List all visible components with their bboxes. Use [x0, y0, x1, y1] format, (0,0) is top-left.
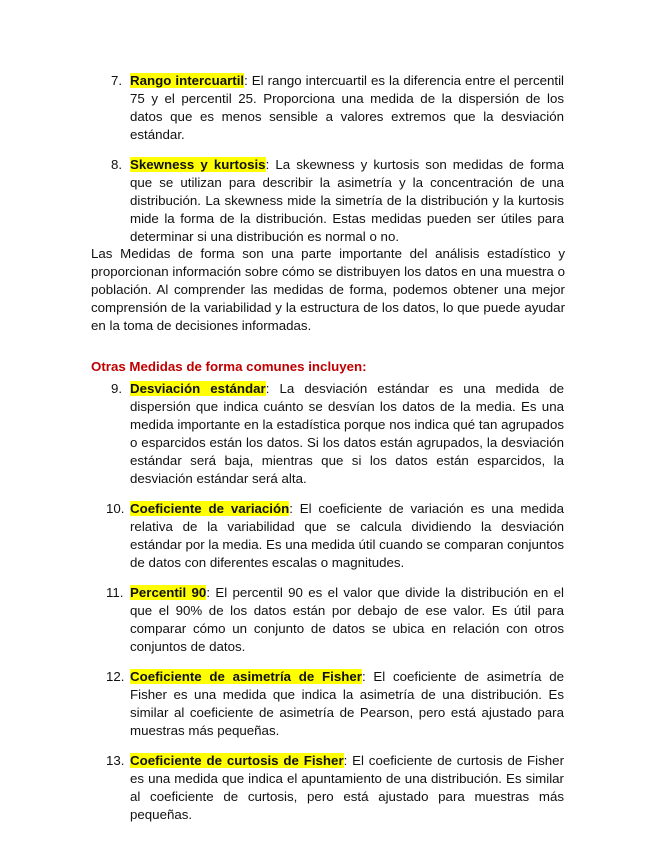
list-item [0, 752, 655, 824]
item-text: : El coeficiente de curtosis de Fisher es una medida que indica el apuntamiento de una distribución. Es similar al coeficiente de curtosis, pero está ajustado para muestras más pequeñas. [130, 753, 564, 822]
body-paragraph: Las Medidas de forma son una parte importante del análisis estadístico y proporcionan información sobre cómo se distribuyen los datos en una muestra o población. Al comprender las medidas de forma, podemos obtener una mejor comprensión de la variabilidad y la estructura de los datos, lo que puede ayudar en la toma de decisiones informadas. [91, 246, 565, 333]
item-number: 11. [106, 585, 124, 600]
measures-list-part2 [0, 380, 655, 824]
item-term-highlight: Coeficiente de asimetría de Fisher [130, 669, 362, 684]
item-number: 9. [111, 381, 123, 396]
item-text: : El rango intercuartil es la diferencia entre el percentil 75 y el percentil 25. Proporciona una medida de la dispersión de los datos que es menos sensible a valores extremos que la desviación estándar. [130, 73, 564, 142]
item-term-highlight: Skewness y kurtosis [130, 157, 266, 172]
item-body [130, 752, 564, 824]
list-item [0, 156, 655, 246]
item-term-highlight: Coeficiente de variación [130, 501, 290, 516]
item-number: 12. [106, 669, 125, 684]
item-number: 7. [111, 73, 123, 88]
item-number: 8. [111, 157, 123, 172]
list-item [0, 668, 655, 740]
list-item [0, 72, 655, 144]
item-term-highlight: Rango intercuartil [130, 73, 245, 88]
list-item [0, 380, 655, 488]
item-body [130, 500, 564, 572]
item-text: : El coeficiente de variación es una medida relativa de la variabilidad que se calcula dividiendo la desviación estándar por la media. Es una medida útil cuando se comparan conjuntos de datos con diferentes escalas o magnitudes. [130, 501, 565, 570]
item-body [130, 72, 564, 144]
item-number: 13. [106, 753, 125, 768]
item-text: : El coeficiente de asimetría de Fisher es una medida que indica la asimetría de una distribución. Es similar al coeficiente de asimetría de Pearson, pero está ajustado para muestras más pequeñas. [130, 669, 564, 738]
item-text: : La skewness y kurtosis son medidas de forma que se utilizan para describir la asimetría y la concentración de una distribución. La skewness mide la simetría de la distribución y la kurtosis mide la forma de la distribución. Estas medidas pueden ser útiles para determinar si una distribución es normal o no. [130, 157, 565, 244]
item-body [130, 584, 564, 656]
item-body [130, 380, 564, 488]
item-number: 10. [106, 501, 125, 516]
item-text: : El percentil 90 es el valor que divide la distribución en el que el 90% de los datos están por debajo de ese valor. Es útil para comparar cómo un conjunto de datos se ubica en relación con otros conjuntos de datos. [130, 585, 564, 654]
section-heading: Otras Medidas de forma comunes incluyen: [91, 359, 367, 374]
list-item [0, 584, 655, 656]
item-body [130, 668, 564, 740]
measures-list-part1 [0, 72, 655, 246]
item-term-highlight: Coeficiente de curtosis de Fisher [130, 753, 344, 768]
item-body [130, 156, 564, 246]
list-item [0, 500, 655, 572]
item-term-highlight: Desviación estándar [130, 381, 266, 396]
item-text: : La desviación estándar es una medida de dispersión que indica cuánto se desvían los datos de la media. Es una medida importante en la estadística porque nos indica qué tan agrupados o esparcidos están los datos. Si los datos están agrupados, la desviación estándar será baja, mientras que si los datos están esparcidos, la desviación estándar será alta. [130, 381, 564, 486]
item-term-highlight: Percentil 90 [130, 585, 207, 600]
